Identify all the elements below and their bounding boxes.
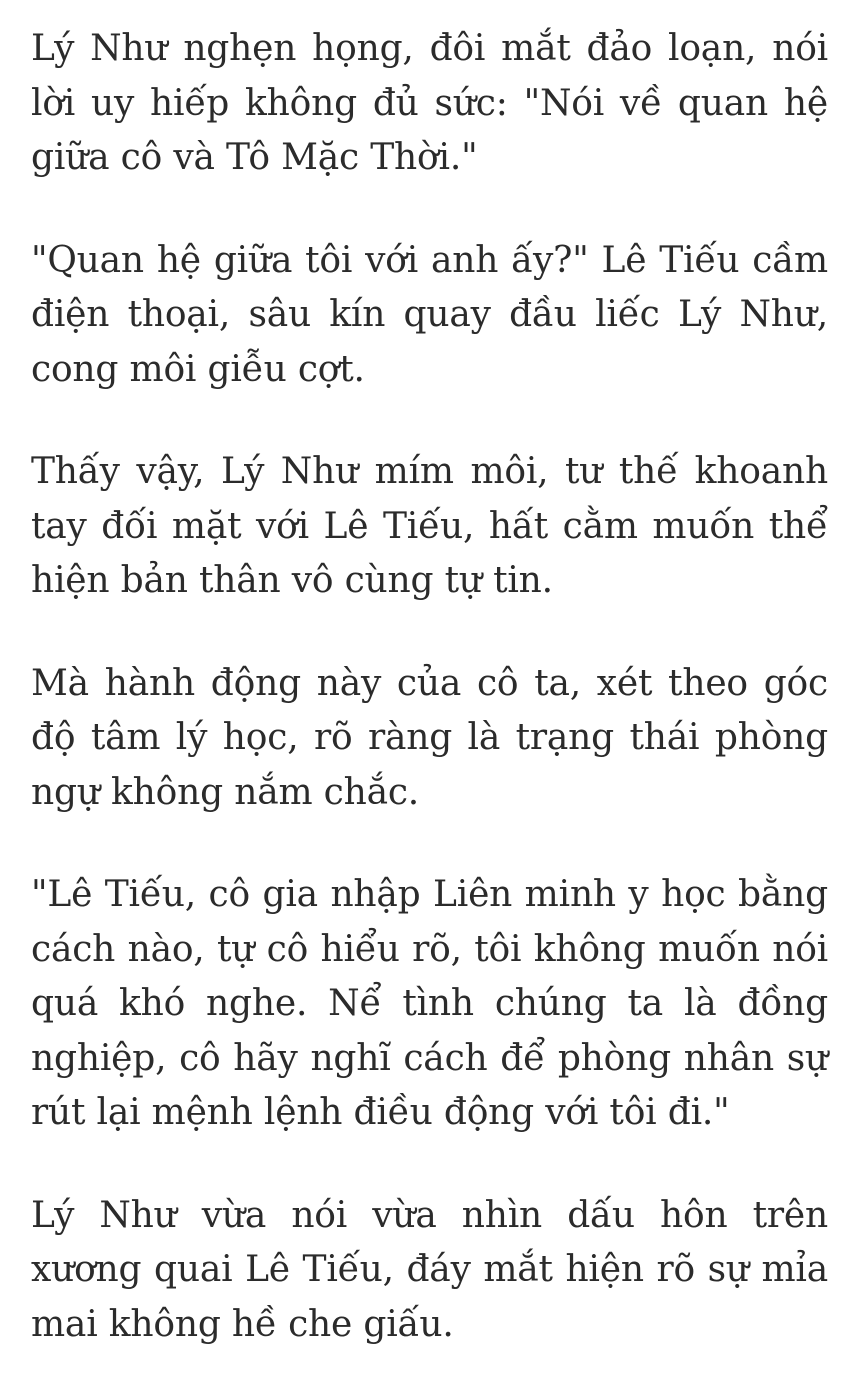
paragraph: Mà hành động này của cô ta, xét theo góc độ tâm lý học, rõ ràng là trạng thái phòng ngự không nắm chắc. — [31, 662, 828, 813]
reading-pane — [31, 22, 828, 1352]
paragraph: "Lê Tiếu, cô gia nhập Liên minh y học bằng cách nào, tự cô hiểu rõ, tôi không muốn nói quá khó nghe. Nể tình chúng ta là đồng nghiệp, cô hãy nghĩ cách để phòng nhân sự rút lại mệnh lệnh điều động với tôi đi." — [31, 874, 828, 1133]
paragraph: Lý Như vừa nói vừa nhìn dấu hôn trên xương quai Lê Tiếu, đáy mắt hiện rõ sự mỉa mai không hề che giấu. — [31, 1194, 828, 1345]
paragraph: Thấy vậy, Lý Như mím môi, tư thế khoanh tay đối mặt với Lê Tiếu, hất cằm muốn thể hiện bản thân vô cùng tự tin. — [31, 451, 828, 601]
paragraph: "Quan hệ giữa tôi với anh ấy?" Lê Tiếu cầm điện thoại, sâu kín quay đầu liếc Lý Như, cong môi giễu cợt. — [31, 239, 828, 390]
paragraph: Lý Như nghẹn họng, đôi mắt đảo loạn, nói lời uy hiếp không đủ sức: "Nói về quan hệ giữa cô và Tô Mặc Thời." — [31, 28, 828, 178]
